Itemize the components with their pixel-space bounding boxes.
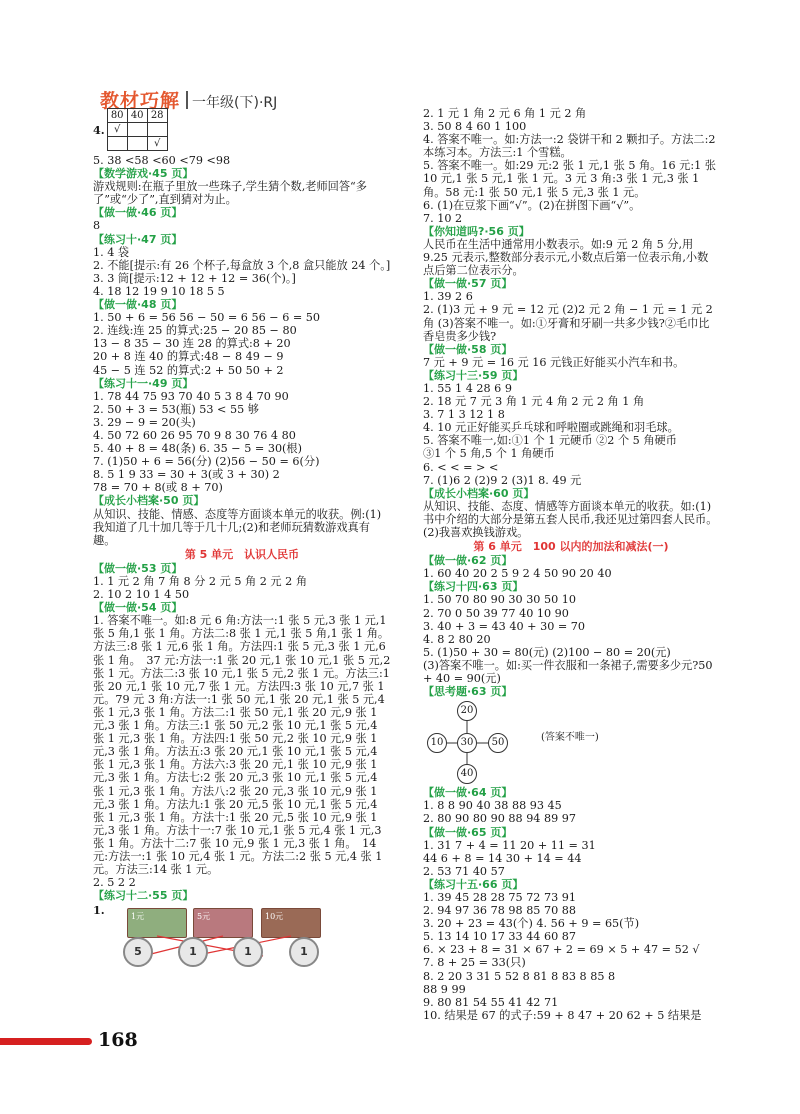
footer-accent-bar bbox=[0, 1038, 92, 1045]
answer-line: 7. (1)6 2 (2)9 2 (3)1 8. 49 元 bbox=[423, 473, 582, 487]
section-heading: 【做一做·54 页】 bbox=[93, 601, 183, 615]
answer-line: 3. 40 + 3 = 43 40 + 30 = 70 bbox=[423, 619, 586, 633]
right-column bbox=[423, 107, 719, 1022]
answer-line: 8. 5 1 9 33 = 30 + 3(或 3 + 30) 2 bbox=[93, 468, 280, 482]
grid-cell bbox=[107, 137, 127, 151]
right-answer-lines-top bbox=[423, 107, 719, 698]
answer-line: 2. 1 元 1 角 2 元 6 角 1 元 2 角 bbox=[423, 107, 587, 120]
banknote-10-yuan: 10元 bbox=[261, 908, 321, 938]
answer-line: 2. 94 97 36 78 98 85 70 88 bbox=[423, 904, 577, 918]
answer-line: 1. 8 8 90 40 38 88 93 45 bbox=[423, 799, 562, 813]
answer-line: 1. 31 7 + 4 = 11 20 + 11 = 31 bbox=[423, 838, 596, 852]
banknote-1-yuan: 1元 bbox=[127, 908, 187, 938]
answer-grid-block bbox=[93, 108, 391, 154]
section-heading: 【练习十四·63 页】 bbox=[423, 580, 524, 594]
answer-line: 从知识、技能、态度、情感等方面谈本单元的收获。如:(1)书中介绍的大部分是第五套人民币,我还见过第四套人民币。(2)我喜欢换钱游戏。 bbox=[423, 499, 718, 539]
grid-cell: 40 bbox=[127, 109, 147, 123]
answer-line: 2. 连线:连 25 的算式:25 − 20 85 − 80 bbox=[93, 324, 297, 338]
grid-question-number: 4. bbox=[93, 123, 105, 137]
section-heading: 【做一做·64 页】 bbox=[423, 786, 513, 800]
answer-line: 5. 答案不唯一。如:29 元:2 张 1 元,1 张 5 角。16 元:1 张 10 元,1 张 5 元,1 张 1 元。3 元 3 角:3 张 1 元,3 张 1 角。58 元:1 张 50 元,1 张 5 元,3 张 1 元。 bbox=[423, 159, 716, 199]
answer-line: 1. 50 + 6 = 56 56 − 50 = 6 56 − 6 = 50 bbox=[93, 311, 321, 325]
grid-cell: √ bbox=[147, 137, 167, 151]
answer-line: 9. 80 81 54 55 41 42 71 bbox=[423, 995, 559, 1009]
section-heading: 【练习十·47 页】 bbox=[93, 232, 183, 246]
answer-line: 游戏规则:在瓶子里放一些珠子,学生猜个数,老师回答“多了”或“少了”,直到猜对为止。 bbox=[93, 180, 367, 207]
section-heading: 【思考题·63 页】 bbox=[423, 685, 513, 699]
answer-line: (3)答案不唯一。如:买一件衣服和一条裙子,需要多少元?50 + 40 = 90(元) bbox=[423, 658, 713, 686]
answer-line: 2. (1)3 元 + 9 元 = 12 元 (2)2 元 2 角 − 1 元 = 1 元 2 角 (3)答案不唯一。如:①牙膏和牙刷一共多少钱?②毛巾比香皂贵多少钱? bbox=[423, 303, 713, 343]
answer-line: 2. 18 元 7 元 3 角 1 元 4 角 2 元 2 角 1 角 bbox=[423, 395, 645, 409]
answer-line: 1. 55 1 4 28 6 9 bbox=[423, 381, 512, 395]
section-heading: 【数学游戏·45 页】 bbox=[93, 167, 194, 181]
book-subtitle: 一年级(下)·RJ bbox=[192, 95, 278, 111]
section-heading: 【做一做·58 页】 bbox=[423, 342, 513, 356]
answer-line: 4. 50 72 60 26 95 70 9 8 30 76 4 80 bbox=[93, 428, 296, 442]
answer-line: 78 = 70 + 8(或 8 + 70) bbox=[93, 481, 223, 495]
answer-line: 5. 38 <58 <60 <79 <98 bbox=[93, 154, 231, 167]
coin: 5 bbox=[123, 937, 153, 967]
answer-line: 4. 8 2 80 20 bbox=[423, 632, 491, 646]
answer-line: 20 + 8 连 40 的算式:48 − 8 49 − 9 bbox=[93, 350, 284, 364]
section-heading: 【练习十一·49 页】 bbox=[93, 376, 194, 390]
diagram-note: (答案不唯一) bbox=[541, 732, 599, 744]
number-cross-diagram bbox=[427, 701, 599, 783]
section-heading: 【做一做·57 页】 bbox=[423, 277, 513, 291]
answer-line: 7. (1)50 + 6 = 56(分) (2)56 − 50 = 6(分) bbox=[93, 455, 320, 469]
answer-line: 3. 3 筒[提示:12 + 12 + 12 = 36(个)。] bbox=[93, 271, 296, 285]
grid-cell bbox=[147, 123, 167, 137]
answer-line: 5. (1)50 + 30 = 80(元) (2)100 − 80 = 20(元) bbox=[423, 645, 671, 659]
answer-line: 6. < < = > < bbox=[423, 460, 499, 474]
section-heading: 【做一做·46 页】 bbox=[93, 206, 183, 220]
answer-line: 10. 结果是 67 的式子:59 + 8 47 + 20 62 + 5 结果是 bbox=[423, 1008, 702, 1022]
left-column bbox=[93, 108, 391, 959]
section-heading: 【练习十二·55 页】 bbox=[93, 889, 194, 903]
left-answer-lines bbox=[93, 154, 391, 902]
answer-line: 2. 80 90 80 90 88 94 89 97 bbox=[423, 812, 577, 826]
answer-line: 1. 60 40 20 2 5 9 2 4 50 90 20 40 bbox=[423, 567, 612, 581]
answer-line: 8. 2 20 3 31 5 52 8 81 8 83 8 85 8 bbox=[423, 969, 616, 983]
answer-line: 1. 39 45 28 28 75 72 73 91 bbox=[423, 890, 577, 904]
grid-cell bbox=[127, 137, 147, 151]
answer-line: 45 − 5 连 52 的算式:2 + 50 50 + 2 bbox=[93, 363, 284, 377]
section-heading: 【成长小档案·60 页】 bbox=[423, 486, 535, 500]
answer-line: 1. 1 元 2 角 7 角 8 分 2 元 5 角 2 元 2 角 bbox=[93, 575, 308, 588]
answer-line: 3. 20 + 23 = 43(个) 4. 56 + 9 = 65(节) bbox=[423, 917, 640, 931]
answer-line: 5. 答案不唯一,如:①1 个 1 元硬币 ②2 个 5 角硬币 bbox=[423, 434, 677, 448]
answer-line: 1. 39 2 6 bbox=[423, 290, 473, 304]
answer-line: 44 6 + 8 = 14 30 + 14 = 44 bbox=[423, 851, 582, 865]
diagram-node-right: 50 bbox=[488, 733, 508, 753]
money-question-number: 1. bbox=[93, 903, 105, 918]
unit-title: 第 5 单元 认识人民币 bbox=[184, 547, 300, 561]
money-matching-figure bbox=[93, 903, 391, 959]
right-answer-lines-bottom bbox=[423, 786, 719, 1022]
banknote-5-yuan: 5元 bbox=[193, 908, 253, 938]
answer-line: 1. 4 袋 bbox=[93, 245, 130, 259]
answer-line: 7. 8 + 25 = 33(只) bbox=[423, 956, 526, 970]
section-heading: 【练习十五·66 页】 bbox=[423, 877, 524, 891]
grid-cell: √ bbox=[107, 123, 127, 137]
answer-line: 从知识、技能、情感、态度等方面谈本单元的收获。例:(1)我知道了几十加几等于几十几;(2)和老师玩猜数游戏真有趣。 bbox=[93, 507, 382, 547]
diagram-node-left: 10 bbox=[427, 733, 447, 753]
answer-line: 5. 13 14 10 17 33 44 60 87 bbox=[423, 930, 577, 944]
answer-line: 1. 50 70 80 90 30 30 50 10 bbox=[423, 593, 577, 607]
answer-line: 3. 7 1 3 12 1 8 bbox=[423, 408, 505, 422]
answer-line: 6. × 23 + 8 = 31 × 67 + 2 = 69 × 5 + 47 = 52 √ bbox=[423, 943, 700, 957]
answer-line: 2. 5 2 2 bbox=[93, 876, 136, 890]
grid-cell bbox=[127, 123, 147, 137]
answer-line: 8 bbox=[93, 219, 101, 233]
grid-cell: 28 bbox=[147, 109, 167, 123]
section-heading: 【做一做·48 页】 bbox=[93, 298, 183, 312]
coin: 1 bbox=[233, 937, 263, 967]
answer-line: 2. 53 71 40 57 bbox=[423, 864, 505, 878]
diagram-node-top: 20 bbox=[457, 701, 477, 721]
section-heading: 【做一做·65 页】 bbox=[423, 825, 513, 839]
diagram-node-bottom: 40 bbox=[457, 764, 477, 784]
answer-line: 7 元 + 9 元 = 16 元 16 元钱正好能买小汽车和书。 bbox=[423, 355, 685, 369]
answer-line: 5. 40 + 8 = 48(条) 6. 35 − 5 = 30(根) bbox=[93, 442, 302, 456]
answer-line: 2. 不能[提示:有 26 个杯子,每盒放 3 个,8 盒只能放 24 个。] bbox=[93, 258, 391, 272]
answer-line: 3. 50 8 4 60 1 100 bbox=[423, 120, 527, 134]
answer-line: 7. 10 2 bbox=[423, 211, 463, 225]
coin: 1 bbox=[178, 937, 208, 967]
answer-line: 2. 70 0 50 39 77 40 10 90 bbox=[423, 606, 569, 620]
header-divider bbox=[186, 91, 188, 109]
coin: 1 bbox=[289, 937, 319, 967]
answer-line: 4. 10 元正好能买乒乓球和呼啦圈或跳绳和羽毛球。 bbox=[423, 421, 679, 435]
diagram-node-center: 30 bbox=[457, 733, 477, 753]
answer-line: 4. 18 12 19 9 10 18 5 5 bbox=[93, 284, 225, 298]
section-heading: 【做一做·53 页】 bbox=[93, 561, 183, 575]
unit-title: 第 6 单元 100 以内的加法和减法(一) bbox=[473, 540, 669, 554]
page-number: 168 bbox=[98, 1029, 138, 1051]
answer-line: 2. 10 2 10 1 4 50 bbox=[93, 588, 190, 602]
section-heading: 【你知道吗?·56 页】 bbox=[423, 224, 530, 238]
answer-line: 88 9 99 bbox=[423, 982, 466, 996]
answer-line: 1. 答案不唯一。如:8 元 6 角:方法一:1 张 5 元,3 张 1 元,1 张 5 角,1 张 1 角。方法二:8 张 1 元,1 张 5 角,1 张 1 角。方法三:8 张 1 元,6 张 1 角。方法四:1 张 5 元,3 张 1 元,6 张 1 角。 37 元:方法一:1 张 20 元,1 张 10 元,1 张 5 元,2 张 1 元。方法二:3 张 10 元,1 张 5 元,2 张 1 元。方法三:1 张 20 元,1 张 10 元,7 张 1 元。方法四:3 张 10 元,7 张 1 元。79 元 3 角:方法一:1 张 50 元,1 张 20 元,1 张 5 元,4 张 1 元,3 张 1 角。方法二:1 张 50 元,1 张 20 元,9 张 1 元,3 张 1 角。方法三:1 张 50 元,2 张 10 元,1 张 5 元,4 张 1 元,3 张 1 角。方法四:1 张 50 元,2 张 10 元,9 张 1 元,3 张 1 角。方法五:3 张 20 元,1 张 10 元,1 张 5 元,4 张 1 元,3 张 1 角。方法六:3 张 20 元,1 张 10 元,9 张 1 元,3 张 1 角。方法七:2 张 20 元,3 张 10 元,1 张 5 元,4 张 1 元,3 张 1 角。方法八:2 张 20 元,3 张 10 元,9 张 1 元,3 张 1 角。方法九:1 张 20 元,5 张 10 元,1 张 5 元,4 张 1 元,3 张 1 角。方法十:1 张 20 元,5 张 10 元,9 张 1 元,3 张 1 角。方法十一:7 张 10 元,1 张 5 元,4 张 1 元,3 张 1 角。方法十二:7 张 10 元,9 张 1 元,3 张 1 角。 14 元:方法一:1 张 10 元,4 张 1 元。方法二:2 张 5 元,4 张 1 元。方法三:14 张 1 元。 bbox=[93, 614, 391, 877]
answer-line: 4. 答案不唯一。如:方法一:2 袋饼干和 2 颗扣子。方法二:2 本练习本。方法三:1 个雪糕。 bbox=[423, 133, 716, 160]
section-heading: 【做一做·62 页】 bbox=[423, 554, 513, 568]
section-heading: 【成长小档案·50 页】 bbox=[93, 494, 205, 508]
section-heading: 【练习十三·59 页】 bbox=[423, 368, 524, 382]
answer-line: 13 − 8 35 − 30 连 28 的算式:8 + 20 bbox=[93, 337, 291, 351]
answer-grid bbox=[107, 108, 168, 151]
answer-line: 6. (1)在豆浆下画“√”。(2)在拼图下画“√”。 bbox=[423, 198, 641, 212]
grid-cell: 80 bbox=[107, 109, 127, 123]
answer-line: 3. 29 − 9 = 20(头) bbox=[93, 415, 196, 429]
answer-line: 1. 78 44 75 93 70 40 5 3 8 4 70 90 bbox=[93, 389, 289, 403]
answer-line: 2. 50 + 3 = 53(瓶) 53 < 55 够 bbox=[93, 402, 259, 416]
answer-line: ③1 个 5 角,5 个 1 角硬币 bbox=[423, 447, 555, 461]
answer-line: 人民币在生活中通常用小数表示。如:9 元 2 角 5 分,用 9.25 元表示,整数部分表示元,小数点后第一位表示角,小数点后第二位表示分。 bbox=[423, 237, 709, 278]
book-brand: 教材巧解 bbox=[100, 90, 181, 112]
